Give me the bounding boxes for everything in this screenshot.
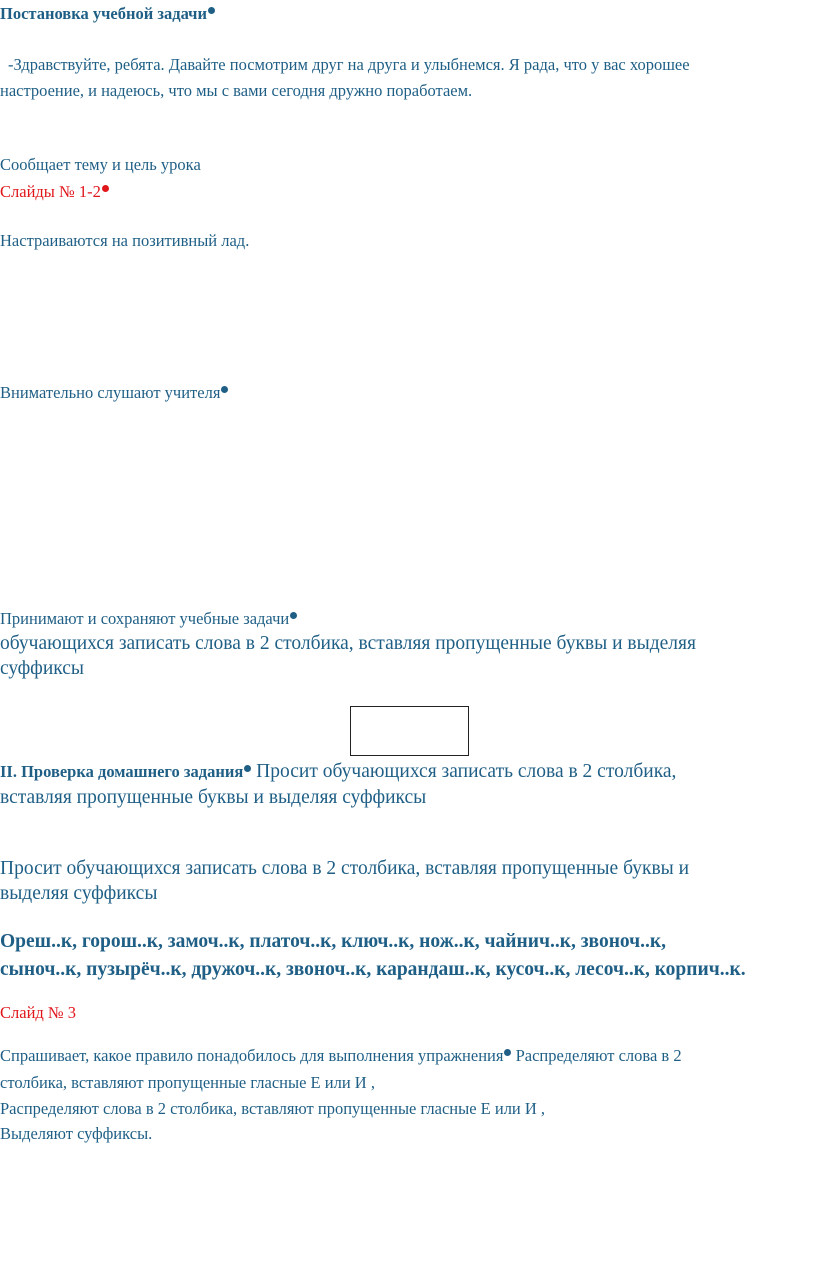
students-line-1: обучающихся записать слова в 2 столбика, вставляя пропущенные буквы и выделяя — [0, 633, 696, 654]
homework-heading: II. Проверка домашнего задания — [0, 762, 244, 781]
distribute-line-2: столбика, вставляют пропущенные гласные Е или И , — [0, 1073, 375, 1092]
greeting-line-2: настроение, и надеюсь, что мы с вами сегодня дружно поработаем. — [0, 81, 473, 100]
words-line-1: Ореш..к, горош..к, замоч..к, платоч..к, ключ..к, нож..к, чайнич..к, звоноч..к, — [0, 931, 667, 952]
slides-1-2-text: Слайды № 1-2 — [0, 182, 101, 201]
bullet-dot-icon — [290, 612, 297, 619]
slides-1-2 — [0, 180, 109, 204]
ask-line-1: Просит обучающихся записать слова в 2 столбика, вставляя пропущенные буквы и — [0, 858, 690, 879]
rule-line-1 — [0, 1044, 682, 1068]
slide-3: Слайд № 3 — [0, 1003, 77, 1022]
ask-line-2: выделяя суффиксы — [0, 883, 158, 904]
homework-line-2: вставляя пропущенные буквы и выделяя суффиксы — [0, 787, 427, 808]
heading-task — [0, 2, 215, 26]
listen-teacher-text: Внимательно слушают учителя — [0, 383, 221, 402]
distribute-repeat: Распределяют слова в 2 столбика, вставляют пропущенные гласные Е или И , — [0, 1099, 546, 1118]
bullet-dot-icon — [208, 7, 215, 14]
accept-tasks-text: Принимают и сохраняют учебные задачи — [0, 609, 290, 628]
homework-text-1: Просит обучающихся записать слова в 2 столбика, — [251, 761, 677, 782]
bullet-dot-icon — [221, 386, 228, 393]
words-line-2: сыноч..к, пузырёч..к, дружоч..к, звоноч..к, карандаш..к, кусоч..к, лесоч..к, корпич..к. — [0, 959, 746, 980]
distribute-inline: Распределяют слова в 2 — [511, 1046, 682, 1065]
empty-frame — [350, 706, 469, 756]
positive-mood: Настраиваются на позитивный лад. — [0, 231, 250, 250]
bullet-dot-icon — [102, 185, 109, 192]
highlight-suffixes: Выделяют суффиксы. — [0, 1124, 153, 1143]
heading-task-text: Постановка учебной задачи — [0, 4, 207, 23]
topic-goal: Сообщает тему и цель урока — [0, 155, 201, 174]
rule-question: Спрашивает, какое правило понадобилось для выполнения упражнения — [0, 1046, 504, 1065]
students-line-2: суффиксы — [0, 658, 84, 679]
homework-line-1 — [0, 759, 676, 785]
accept-tasks — [0, 607, 297, 631]
listen-teacher — [0, 381, 228, 405]
greeting-line-1: -Здравствуйте, ребята. Давайте посмотрим друг на друга и улыбнемся. Я рада, что у вас хорошее — [8, 55, 690, 74]
